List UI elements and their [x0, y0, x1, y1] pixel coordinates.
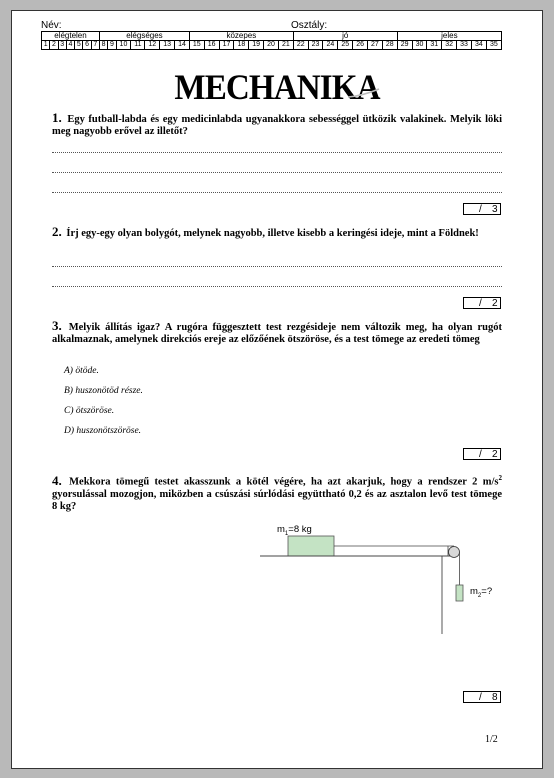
grade-score-cell: 31: [427, 41, 442, 50]
grade-score-cell: 34: [471, 41, 486, 50]
grade-category: elégséges: [99, 32, 189, 41]
grade-score-cell: 17: [219, 41, 234, 50]
grade-score-cell: 32: [442, 41, 457, 50]
answer-line[interactable]: [52, 172, 502, 173]
block-m2: [456, 585, 463, 601]
grade-score-cell: 14: [175, 41, 190, 50]
grade-score-cell: 10: [116, 41, 131, 50]
question-number: 4.: [52, 472, 62, 488]
m1-value: =8 kg: [288, 524, 312, 535]
answer-line[interactable]: [52, 152, 502, 153]
grade-category: jó: [293, 32, 397, 41]
m2-label: [470, 586, 492, 599]
score-box[interactable]: [463, 448, 501, 460]
pulley-wheel: [449, 547, 460, 558]
answer-line[interactable]: [52, 266, 502, 267]
score-slash: /: [479, 692, 482, 703]
grade-score-cell: 11: [131, 41, 145, 50]
grade-score-cell: 5: [75, 41, 83, 50]
m2-value: =?: [481, 586, 493, 597]
grade-score-cell: 16: [204, 41, 219, 50]
grade-score-cell: 30: [412, 41, 427, 50]
grade-score-cell: 22: [293, 41, 308, 50]
grade-category: jeles: [397, 32, 501, 41]
grade-score-cell: 3: [58, 41, 66, 50]
question-text-part: Mekkora tömegű testet akasszunk a kötél végére, ha azt akarjuk, hogy a rendszer 2 m/s: [69, 476, 499, 488]
question-1: [52, 112, 502, 138]
answer-line[interactable]: [52, 286, 502, 287]
grade-score-cell: 26: [353, 41, 368, 50]
grade-score-cell: 24: [323, 41, 338, 50]
page-number: 1/2: [485, 734, 498, 745]
grade-score-cell: 27: [368, 41, 383, 50]
question-number: 2.: [52, 224, 62, 239]
grade-scores-row: [42, 41, 502, 50]
grade-score-cell: 15: [189, 41, 204, 50]
grade-score-cell: 25: [338, 41, 353, 50]
question-4: [52, 472, 502, 513]
question-text: Egy futball-labda és egy medicinlabda ugyanakkora sebességgel ütközik valakinek. Melyik löki meg nagyobb erővel az illetőt?: [52, 114, 503, 137]
grade-table: [41, 31, 502, 50]
score-slash: /: [479, 298, 482, 309]
option-b[interactable]: B) huszonötöd része.: [64, 386, 143, 396]
score-box[interactable]: [463, 297, 501, 309]
score-max: 8: [492, 692, 498, 703]
grade-category: közepes: [189, 32, 293, 41]
m2-symbol: m: [470, 586, 478, 597]
score-max: 2: [492, 298, 498, 309]
score-box[interactable]: [463, 203, 501, 215]
grade-score-cell: 9: [108, 41, 116, 50]
title-swoosh-decoration: [348, 88, 380, 98]
m1-subscript: 1: [284, 530, 289, 537]
grade-score-cell: 28: [382, 41, 397, 50]
score-max: 2: [492, 449, 498, 460]
question-text-part: gyorsulással mozogjon, miközben a csúszási súrlódási együttható 0,2 és az asztalon levő test tömege 8 kg?: [52, 488, 502, 512]
grade-score-cell: 7: [91, 41, 99, 50]
question-text-superscript: 2: [498, 474, 503, 482]
grade-category: elégtelen: [42, 32, 100, 41]
grade-score-cell: 20: [264, 41, 279, 50]
score-box[interactable]: [463, 691, 501, 703]
class-label: Osztály:: [291, 20, 328, 31]
name-label: Név:: [41, 20, 62, 31]
grade-score-cell: 21: [278, 41, 293, 50]
grade-score-cell: 33: [457, 41, 472, 50]
question-3: [52, 320, 502, 346]
block-m1: [288, 536, 334, 556]
grade-score-cell: 23: [308, 41, 323, 50]
grade-score-cell: 8: [99, 41, 107, 50]
question-number: 1.: [52, 110, 62, 125]
grade-score-cell: 4: [66, 41, 74, 50]
score-slash: /: [479, 449, 482, 460]
m1-label: [277, 524, 312, 537]
grade-score-cell: 12: [145, 41, 160, 50]
question-2: [52, 226, 502, 240]
grade-score-cell: 29: [397, 41, 412, 50]
option-c[interactable]: C) ötszöröse.: [64, 406, 115, 416]
score-slash: /: [479, 204, 482, 215]
pulley-diagram: [260, 520, 470, 640]
grade-score-cell: 6: [83, 41, 91, 50]
m1-symbol: m: [277, 524, 285, 535]
grade-score-cell: 19: [249, 41, 264, 50]
grade-categories-row: [42, 32, 502, 41]
question-text: Írj egy-egy olyan bolygót, melynek nagyobb, illetve kisebb a keringési ideje, mint a Földnek!: [66, 228, 479, 239]
m2-subscript: 2: [477, 592, 482, 599]
option-a[interactable]: A) ötöde.: [64, 366, 99, 376]
page-title: MECHANIKA: [174, 67, 380, 107]
grade-score-cell: 1: [42, 41, 50, 50]
question-text: Melyik állítás igaz? A rugóra függesztett test rezgésideje nem változik meg, ha olyan rugót alkalmaznak, amelynek direkciós ereje az előzőének ötszöröse, és a test tömege az eredeti tömeg: [52, 322, 502, 345]
grade-score-cell: 2: [50, 41, 58, 50]
option-d[interactable]: D) huszonötszöröse.: [64, 426, 142, 436]
question-number: 3.: [52, 318, 62, 333]
grade-score-cell: 18: [234, 41, 249, 50]
grade-score-cell: 35: [486, 41, 501, 50]
answer-line[interactable]: [52, 192, 502, 193]
grade-score-cell: 13: [160, 41, 175, 50]
score-max: 3: [492, 204, 498, 215]
